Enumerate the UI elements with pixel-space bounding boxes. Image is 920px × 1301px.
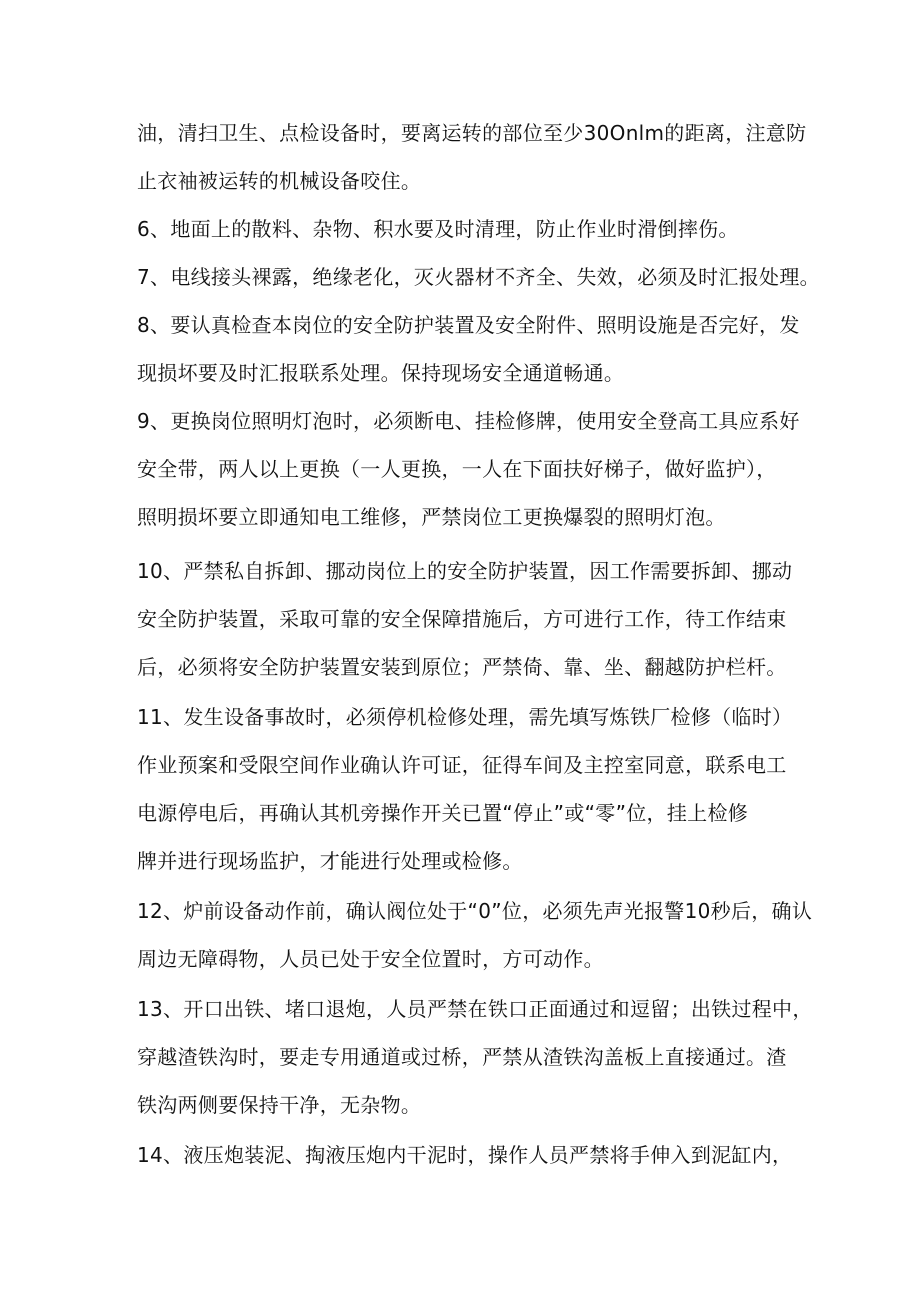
text-line: 6、地面上的散料、杂物、积水要及时清理，防止作业时滑倒摔伤。: [137, 217, 739, 241]
text-line: 电源停电后，再确认其机旁操作开关已置“停止”或“零”位，挂上检修: [137, 801, 749, 825]
text-line: 10、严禁私自拆卸、挪动岗位上的安全防护装置，因工作需要拆卸、挪动: [137, 559, 793, 583]
text-line: 安全带，两人以上更换（一人更换，一人在下面扶好梯子，做好监护），: [137, 457, 777, 481]
text-line: 油，清扫卫生、点检设备时，要离运转的部位至少30Onlm的距离，注意防: [137, 121, 807, 145]
text-line: 后，必须将安全防护装置安装到原位；严禁倚、靠、坐、翻越防护栏杆。: [137, 655, 787, 679]
text-line: 铁沟两侧要保持干净，无杂物。: [137, 1093, 422, 1117]
text-line: 现损坏要及时汇报联系处理。保持现场安全通道畅通。: [137, 361, 625, 385]
text-line: 周边无障碍物，人员已处于安全位置时，方可动作。: [137, 947, 604, 971]
text-line: 11、发生设备事故时，必须停机检修处理，需先填写炼铁厂检修（临时）: [137, 705, 793, 729]
text-line: 9、更换岗位照明灯泡时，必须断电、挂检修牌，使用安全登高工具应系好: [137, 409, 800, 433]
text-line: 穿越渣铁沟时，要走专用通道或过桥，严禁从渣铁沟盖板上直接通过。渣: [137, 1045, 787, 1069]
text-line: 12、炉前设备动作前，确认阀位处于“0”位，必须先声光报警10秒后，确认: [137, 899, 813, 923]
text-line: 作业预案和受限空间作业确认许可证，征得车间及主控室同意，联系电工: [137, 753, 787, 777]
text-line: 7、电线接头裸露，绝缘老化，灭火器材不齐全、失效，必须及时汇报处理。: [137, 265, 820, 289]
text-line: 止衣袖被运转的机械设备咬住。: [137, 169, 422, 193]
text-line: 安全防护装置，采取可靠的安全保障措施后，方可进行工作，待工作结束: [137, 607, 787, 631]
text-line: 牌并进行现场监护，才能进行处理或检修。: [137, 849, 523, 873]
text-line: 13、开口出铁、堵口退炮，人员严禁在铁口正面通过和逗留；出铁过程中，: [137, 997, 813, 1021]
text-line: 照明损坏要立即通知电工维修，严禁岗位工更换爆裂的照明灯泡。: [137, 505, 726, 529]
text-line: 14、液压炮装泥、掏液压炮内干泥时，操作人员严禁将手伸入到泥缸内，: [137, 1143, 793, 1167]
text-line: 8、要认真检查本岗位的安全防护装置及安全附件、照明设施是否完好，发: [137, 313, 800, 337]
